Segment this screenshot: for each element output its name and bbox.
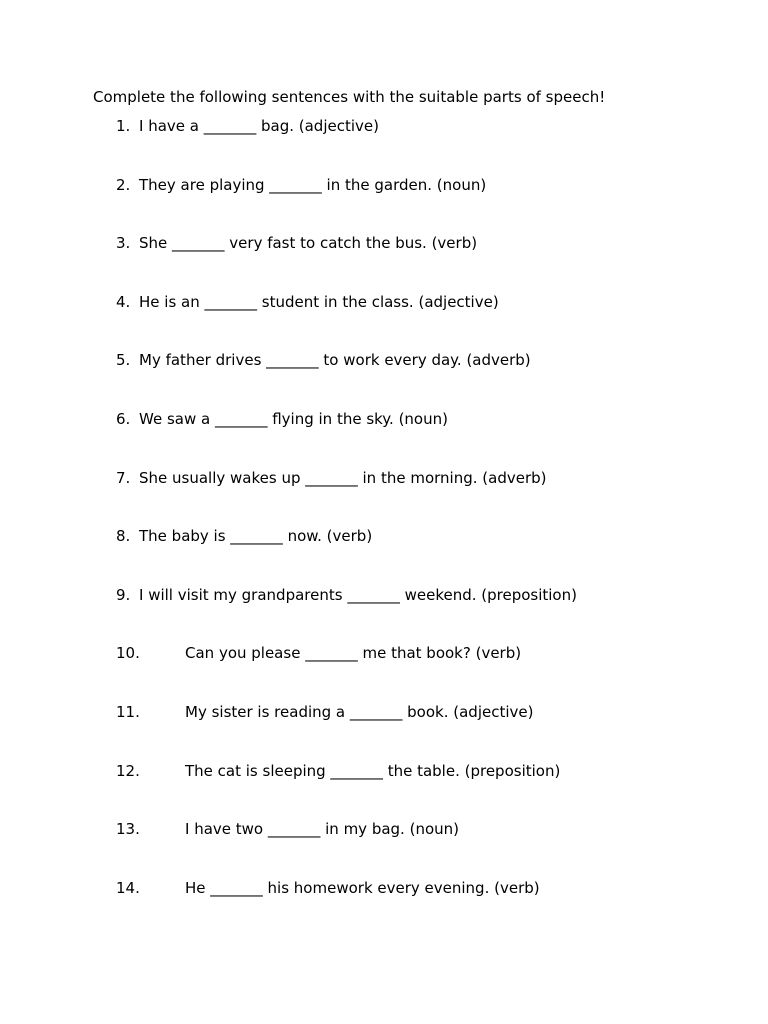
list-item <box>116 292 756 351</box>
item-number: 4. <box>116 292 131 311</box>
item-sentence: My sister is reading a _______ book. (adjective) <box>185 702 534 721</box>
item-sentence: We saw a _______ flying in the sky. (noun) <box>139 409 448 428</box>
list-item <box>116 761 756 820</box>
item-number: 12. <box>116 761 140 780</box>
item-number: 13. <box>116 820 140 839</box>
item-number: 7. <box>116 468 131 487</box>
instruction-text: Complete the following sentences with the suitable parts of speech! <box>93 88 606 106</box>
item-sentence: I have two _______ in my bag. (noun) <box>185 820 459 839</box>
item-sentence: The baby is _______ now. (verb) <box>139 527 373 546</box>
item-number: 2. <box>116 175 131 194</box>
item-sentence: He is an _______ student in the class. (adjective) <box>139 292 499 311</box>
list-item <box>116 233 756 292</box>
list-item <box>116 878 756 937</box>
list-item <box>116 702 756 761</box>
item-sentence: She usually wakes up _______ in the morning. (adverb) <box>139 468 547 487</box>
item-number: 3. <box>116 234 131 253</box>
list-item <box>116 175 756 234</box>
list-item <box>116 409 756 468</box>
list-item <box>116 116 756 175</box>
item-sentence: I will visit my grandparents _______ weekend. (preposition) <box>139 585 577 604</box>
item-sentence: My father drives _______ to work every day. (adverb) <box>139 351 531 370</box>
item-number: 6. <box>116 409 131 428</box>
list-item <box>116 526 756 585</box>
item-number: 1. <box>116 117 131 135</box>
list-item <box>116 643 756 702</box>
item-sentence: He _______ his homework every evening. (verb) <box>185 878 540 897</box>
item-sentence: I have a _______ bag. (adjective) <box>139 117 379 135</box>
item-number: 11. <box>116 702 140 721</box>
list-item <box>116 468 756 527</box>
item-sentence: The cat is sleeping _______ the table. (preposition) <box>185 761 561 780</box>
list-item <box>116 350 756 409</box>
item-number: 8. <box>116 527 131 546</box>
item-number: 9. <box>116 585 131 604</box>
exercise-list <box>116 116 756 936</box>
item-number: 5. <box>116 351 131 370</box>
list-item <box>116 819 756 878</box>
item-number: 14. <box>116 878 140 897</box>
item-sentence: She _______ very fast to catch the bus. (verb) <box>139 234 478 253</box>
list-item <box>116 585 756 644</box>
item-sentence: They are playing _______ in the garden. (noun) <box>139 175 487 194</box>
item-sentence: Can you please _______ me that book? (verb) <box>185 644 522 663</box>
item-number: 10. <box>116 644 140 663</box>
